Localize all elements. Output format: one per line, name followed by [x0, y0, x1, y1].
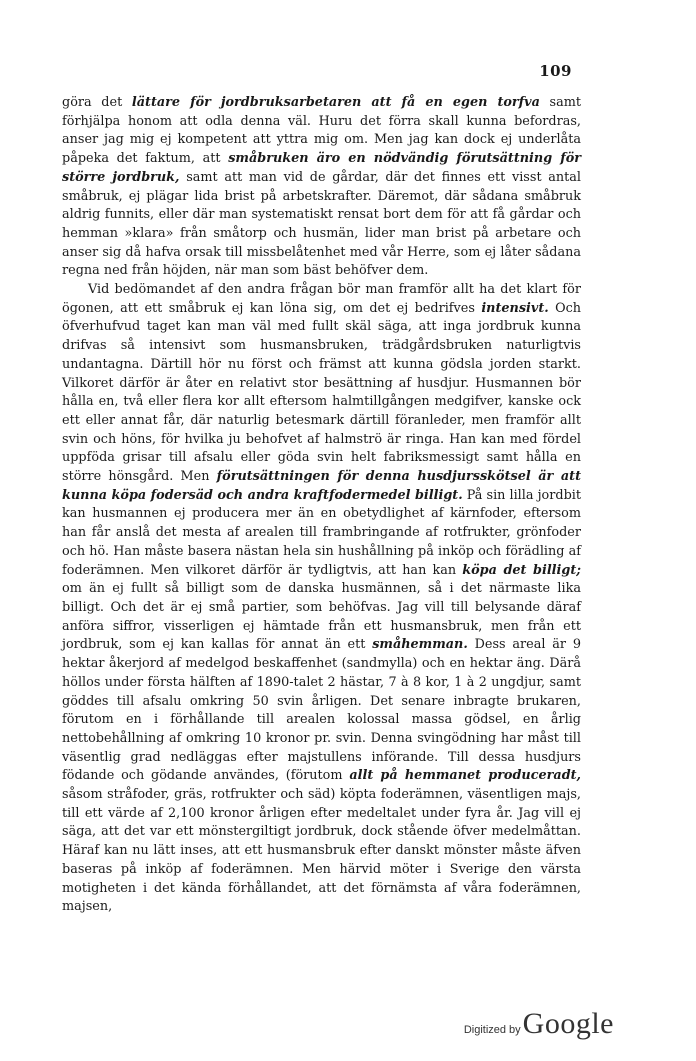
emphasized-text: köpa det billigt; [462, 562, 581, 578]
text-run: Och öfverhufvud taget kan man väl med fullt skäl säga, att inga jordbruk kunna drifvas så intensivt som husmansbruken, trädgårdsbruken naturligtvis undantagna. Därtill hör nu först och främst att kunna gödsla jorden starkt. Vilkoret därför är åter en relativt stor besättning af husdjur. Husmannen bör hålla en, två eller flera kor allt eftersom halmtillgången medgifver, kanske ock ett eller annat får, där naturlig betesmark därtill föranleder, men framför allt svin och höns, för hvilka ju behofvet af halmströ är ringa. Han kan med fördel uppföda grisar till afsalu eller göda svin helt fabriksmessigt samt hålla en större hönsgård. Men [62, 300, 582, 485]
text-run: såsom stråfoder, gräs, rotfrukter och säd) köpta foderämnen, väsentligen majs, till ett värde af 2,100 kronor årligen efter medeltalet under fyra år. Jag vill ej säga, att det var ett mönstergiltigt jordbruk, dock stående öfver medelmåttan. Häraf kan nu lätt inses, att ett husmansbruk efter danskt mönster måste äfven baseras på inköp af foderämnen. Men härvid möter i Sverige den värsta motigheten i det kända förhållandet, att det förnämsta af våra foderämnen, majsen, [62, 787, 581, 915]
emphasized-text: småbruken äro en nödvändig förutsättning för större jordbruk, [62, 151, 581, 185]
text-run: Vid bedömandet af den andra frågan bör man framför allt ha det klart för ögonen, att ett småbruk ej kan löna sig, om det ej bedrifves [62, 282, 581, 316]
paragraph [62, 281, 581, 917]
digitization-watermark [464, 1007, 614, 1041]
text-run: På sin lilla jordbit kan husmannen ej producera mer än en obetydlighet af kärnfoder, eftersom han får anslå det mesta af arealen till frambringande af rotfrukter, grönfoder och hö. Han måste basera nästan hela sin hushållning på inköp och förädling af foderämnen. Men vilkoret därför är tydligtvis, att han kan [62, 487, 582, 578]
text-run: Dess areal är 9 hektar åkerjord af medelgod beskaffenhet (sandmylla) och en hektar äng. Därå höllos under första hälften af 1890-talet 2 hästar, 7 à 8 kor, 1 à 2 ungdjur, samt göddes till afsalu omkring 50 svin årligen. Det senare inbragte brukaren, förutom en i förhållande till arealen kolossal massa gödsel, en årlig nettobehållning af omkring 10 kronor pr. svin. Denna svingödning har måst till väsentlig grad nedläggas efter majstullens införande. Till dessa husdjurs födande och gödande användes, (förutom [62, 637, 581, 784]
google-logo: Google [522, 1007, 614, 1040]
page-number: 109 [539, 62, 572, 80]
emphasized-text: allt på hemmanet produceradt, [349, 768, 582, 784]
emphasized-text: intensivt. [481, 300, 549, 316]
text-run: samt att man vid de gårdar, där det finnes ett visst antal småbruk, ej plägar lida brist på arbetskrafter. Däremot, där sådana småbruk aldrig funnits, eller där man systematiskt rensat bort dem för att få gårdar och hemman »klara» från småtorp och husmän, lider man brist på arbetare och anser sig då hafva orsak till missbelåtenhet med vår Herre, som ej låter sådana regna ned från höjden, när man som bäst behöfver dem. [62, 169, 581, 279]
emphasized-text: lättare för jordbruksarbetaren att få en egen torfva [131, 95, 540, 110]
text-run: om än ej fullt så billigt som de danska husmännen, så i det närmaste lika billigt. Och det är ej små partier, som behöfvas. Jag vill till belysande däraf anföra siffror, visserligen ej hämtade från ett husmansbruk, men från ett jordbruk, som ej kan kallas för annat än ett [62, 581, 581, 653]
emphasized-text: förutsättningen för denna husdjursskötsel är att kunna köpa fodersäd och andra kraftfodermedel billigt. [62, 469, 581, 503]
body-text [62, 94, 581, 917]
digitized-by-label: Digitized by [463, 1024, 521, 1036]
text-run: samt förhjälpa honom att odla denna väl. Huru det förra skall kunna befordras, anser jag mig ej kompetent att yttra mig om. Men jag kan dock ej underlåta påpeka det faktum, att [62, 95, 582, 167]
text-run: göra det [62, 95, 132, 110]
emphasized-text: småhemman. [372, 637, 468, 653]
paragraph [62, 94, 581, 281]
